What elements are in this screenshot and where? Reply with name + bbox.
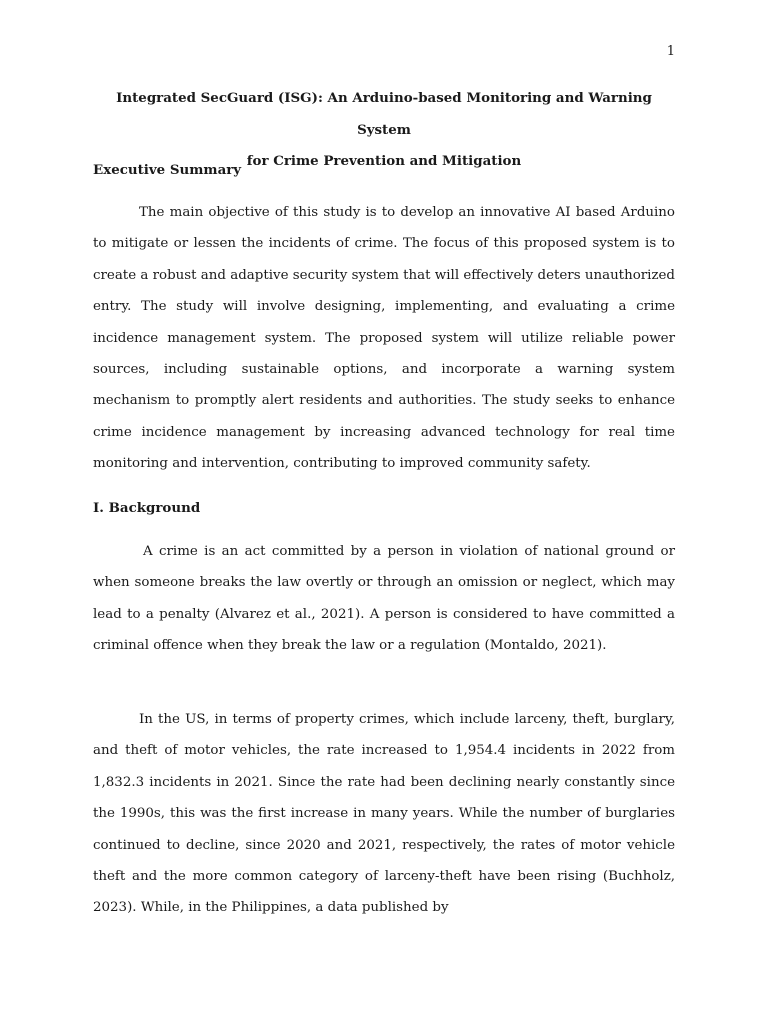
page-number: 1	[666, 44, 675, 59]
title-line-2: for Crime Prevention and Mitigation	[246, 153, 522, 169]
background-paragraph-2: In the US, in terms of property crimes, which include larceny, theft, burglary, and theft of motor vehicles, the rate increased to 1,954.4 incidents in 2022 from 1,832.3 incidents in 2021. Since the rate had been declining nearly constantly since the 1990s, this was the first increase in many years. While the number of burglaries continued to decline, since 2020 and 2021, respectively, the rates of motor vehicle theft and the more common category of larceny-theft have been rising (Buchholz, 2023). While, in the Philippines, a data published by	[93, 712, 675, 916]
background-heading: I. Background	[93, 500, 201, 516]
title-line-1: Integrated SecGuard (ISG): An Arduino-based Monitoring and Warning System	[116, 90, 652, 138]
background-paragraph-1: A crime is an act committed by a person in violation of national ground or when someone breaks the law overtly or through an omission or neglect, which may lead to a penalty (Alvarez et al., 2021). A person is considered to have committed a criminal offence when they break the law or a regulation (Montaldo, 2021).	[93, 544, 675, 654]
executive-summary-paragraph: The main objective of this study is to develop an innovative AI based Arduino to mitigate or lessen the incidents of crime. The focus of this proposed system is to create a robust and adaptive security system that will effectively deters unauthorized entry. The study will involve designing, implementing, and evaluating a crime incidence management system. The proposed system will utilize reliable power sources, including sustainable options, and incorporate a warning system mechanism to promptly alert residents and authorities. The study seeks to enhance crime incidence management by increasing advanced technology for real time monitoring and intervention, contributing to improved community safety.	[93, 205, 675, 472]
executive-summary-heading: Executive Summary	[93, 162, 242, 178]
